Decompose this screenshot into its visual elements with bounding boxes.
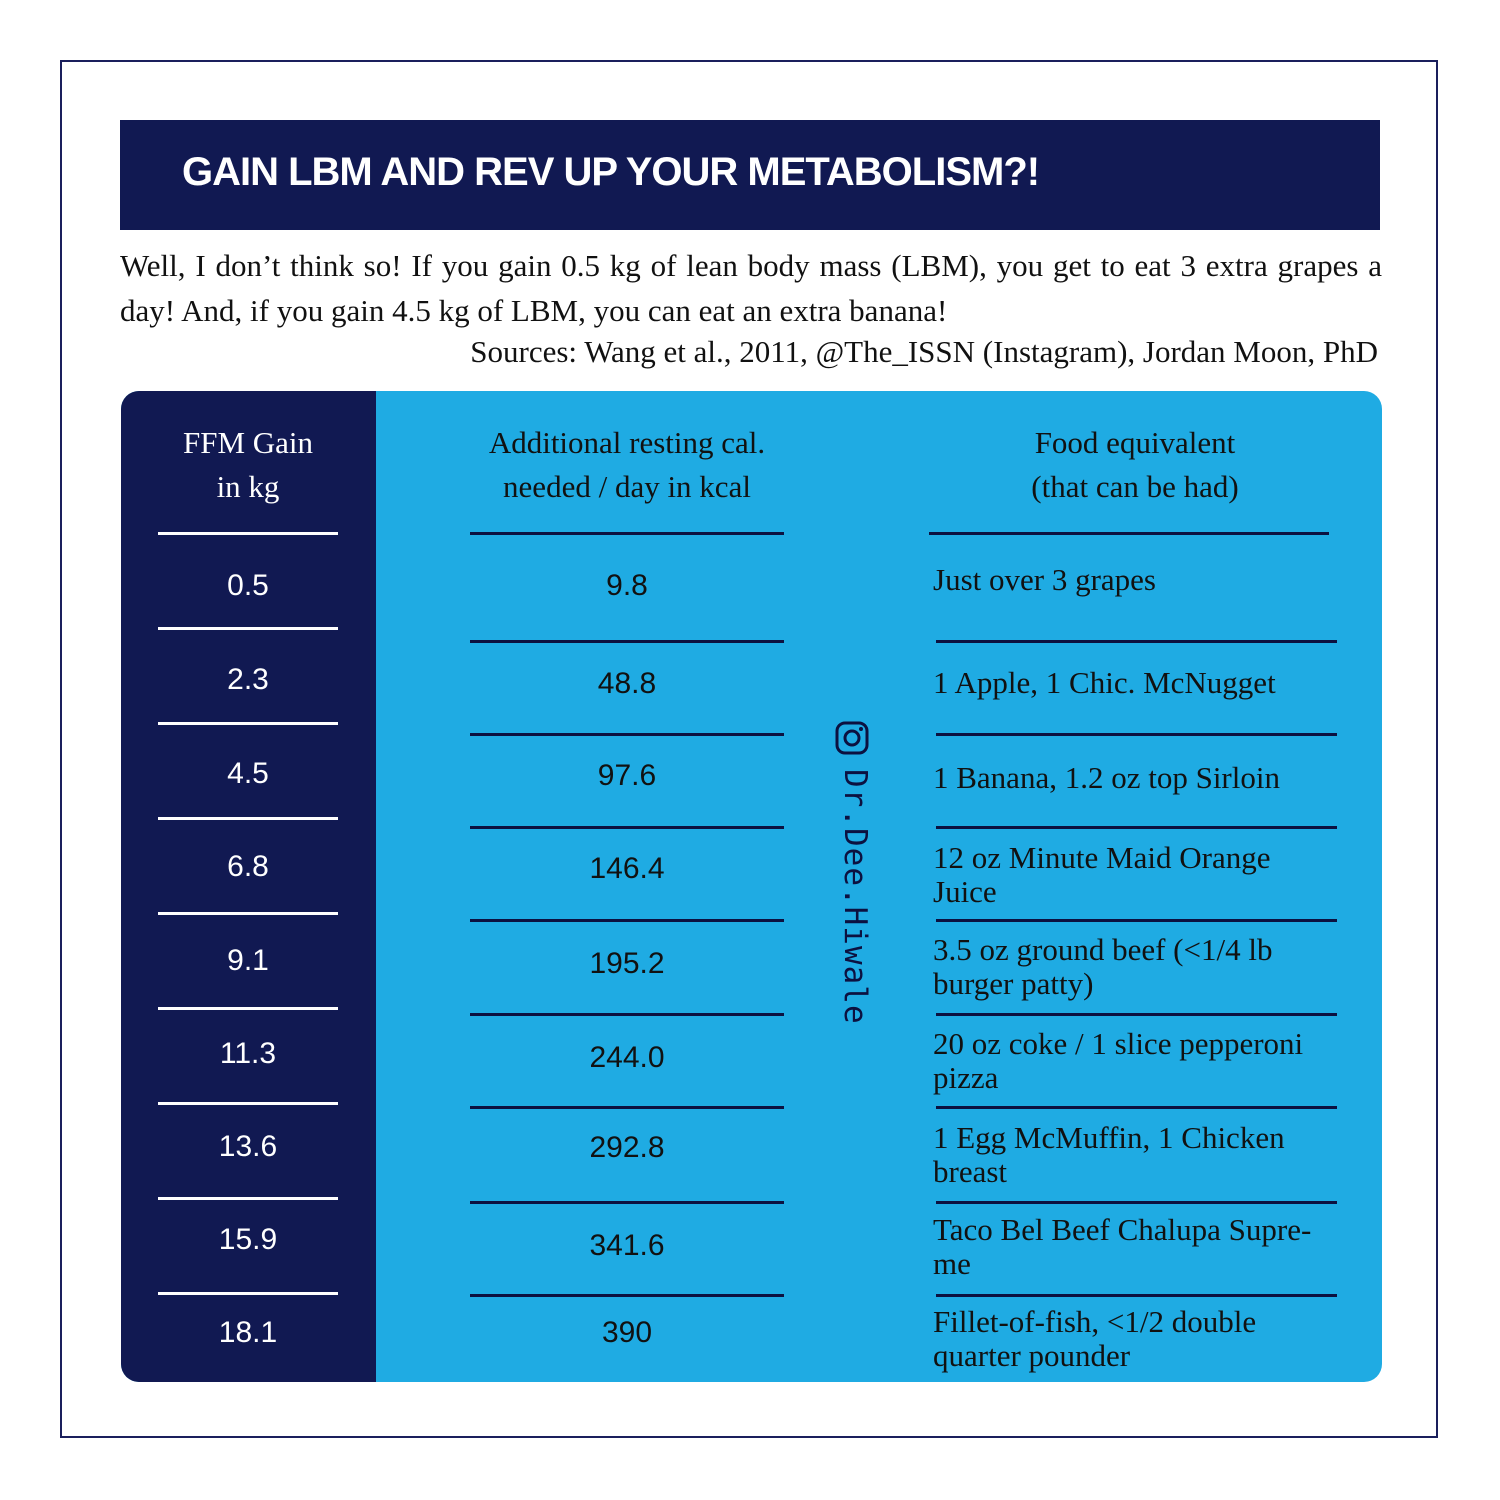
header-ffm [158, 421, 338, 509]
food-equivalent [933, 1027, 1353, 1095]
food-divider [936, 1201, 1337, 1204]
food-equivalent: Just over 3 grapes [933, 562, 1156, 597]
ffm-divider [158, 1197, 338, 1200]
intro-paragraph [120, 243, 1382, 333]
food-divider [936, 826, 1337, 829]
header-ffm-line1: FFM Gain [182, 425, 314, 460]
cal-divider [470, 919, 784, 922]
calorie-value: 48.8 [597, 667, 657, 700]
cal-divider [470, 1201, 784, 1204]
ffm-value: 18.1 [218, 1316, 278, 1349]
ffm-value: 15.9 [218, 1223, 278, 1256]
calorie-value: 341.6 [589, 1229, 665, 1262]
cal-divider [470, 1294, 784, 1297]
food-line: Fillet-of-fish, <1/2 double [933, 1304, 1257, 1339]
cal-divider [470, 640, 784, 643]
food-equivalent [933, 1305, 1353, 1373]
food-line: me [933, 1246, 971, 1281]
calorie-value: 9.8 [606, 569, 648, 602]
food-line: 3.5 oz ground beef (<1/4 lb [933, 932, 1273, 967]
food-line: 20 oz coke / 1 slice pepperoni [933, 1026, 1304, 1061]
cal-divider [470, 532, 784, 535]
header-food-line1: Food equivalent [1034, 425, 1236, 460]
header-ffm-line2: in kg [216, 469, 280, 504]
food-divider [936, 640, 1337, 643]
food-equivalent: 1 Banana, 1.2 oz top Sirloin [933, 760, 1280, 795]
food-equivalent [933, 933, 1353, 1001]
header-calories [435, 421, 819, 509]
calorie-value: 195.2 [589, 947, 665, 980]
ffm-value: 6.8 [227, 850, 269, 883]
data-table [121, 391, 1382, 1382]
food-divider [936, 1106, 1337, 1109]
ffm-value: 0.5 [227, 569, 269, 602]
food-line: pizza [933, 1060, 999, 1095]
food-equivalent [933, 1121, 1353, 1189]
calorie-value: 146.4 [589, 852, 665, 885]
ffm-value: 4.5 [227, 757, 269, 790]
header-cal-line2: needed / day in kcal [503, 469, 751, 504]
food-divider [936, 1013, 1337, 1016]
watermark-handle: Dr.Dee.Hiwale [837, 769, 873, 1025]
food-line: 12 oz Minute Maid Orange [933, 840, 1271, 875]
watermark [829, 721, 877, 1051]
ffm-value: 9.1 [227, 944, 269, 977]
cal-divider [470, 733, 784, 736]
calorie-value: 292.8 [589, 1131, 665, 1164]
ffm-divider [158, 627, 338, 630]
food-equivalent [933, 841, 1353, 909]
ffm-divider [158, 1007, 338, 1010]
calorie-value: 97.6 [597, 759, 657, 792]
food-line: Taco Bel Beef Chalupa Supre- [933, 1212, 1312, 1247]
food-divider [936, 919, 1337, 922]
food-line: Juice [933, 874, 997, 909]
food-line: 1 Egg McMuffin, 1 Chicken [933, 1120, 1285, 1155]
food-line: breast [933, 1154, 1008, 1189]
cal-divider [470, 1013, 784, 1016]
cal-divider [470, 1106, 784, 1109]
ffm-divider [158, 817, 338, 820]
page-title: GAIN LBM AND REV UP YOUR METABOLISM?! [182, 150, 1040, 194]
food-equivalent [933, 1213, 1353, 1281]
ffm-value: 13.6 [218, 1130, 278, 1163]
header-cal-line1: Additional resting cal. [488, 425, 766, 460]
food-divider [936, 1294, 1337, 1297]
food-line: quarter pounder [933, 1338, 1131, 1373]
header-food [933, 421, 1337, 509]
calorie-value: 390 [601, 1316, 653, 1349]
header-food-line2: (that can be had) [1031, 469, 1239, 504]
ffm-divider [158, 1102, 338, 1105]
food-line: burger patty) [933, 966, 1094, 1001]
ffm-divider [158, 532, 338, 535]
ffm-divider [158, 912, 338, 915]
ffm-value: 11.3 [219, 1037, 277, 1070]
sources-line: Sources: Wang et al., 2011, @The_ISSN (Instagram), Jordan Moon, PhD [470, 334, 1378, 369]
title-bar [120, 120, 1380, 230]
ffm-divider [158, 722, 338, 725]
ffm-divider [158, 1292, 338, 1295]
intro-text: Well, I don’t think so! If you gain 0.5 kg of lean body mass (LBM), you get to eat 3 extra grapes a day! And, if you gain 4.5 kg of LBM, you can eat an extra banana! [120, 248, 1382, 328]
instagram-icon [835, 721, 869, 755]
food-divider [936, 733, 1337, 736]
cal-divider [470, 826, 784, 829]
ffm-value: 2.3 [227, 663, 269, 696]
food-divider [929, 532, 1329, 535]
food-equivalent: 1 Apple, 1 Chic. McNugget [933, 665, 1276, 700]
calorie-value: 244.0 [589, 1041, 665, 1074]
